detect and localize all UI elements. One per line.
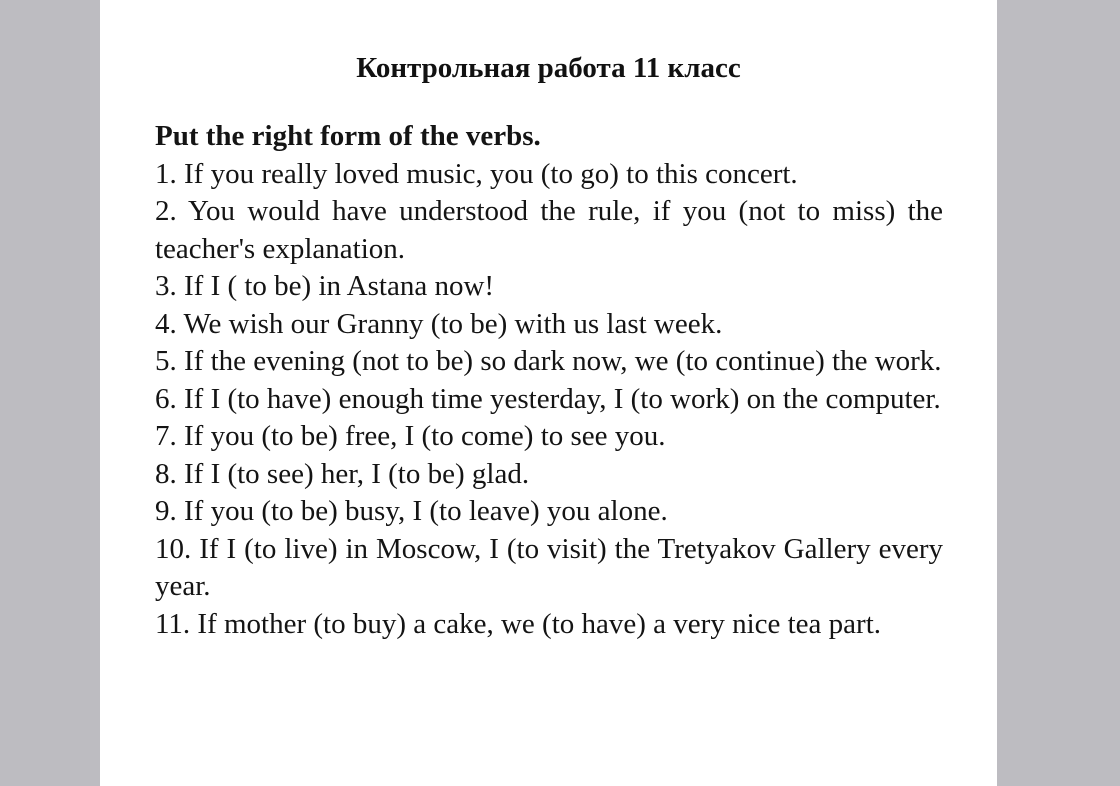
exercise-item-6: 6. If I (to have) enough time yesterday, I (to work) on the computer.: [155, 382, 941, 415]
exercise-content: [155, 118, 943, 643]
exercise-item-8: 8. If I (to see) her, I (to be) glad.: [155, 457, 530, 490]
exercise-item-9: 9. If you (to be) busy, I (to leave) you alone.: [155, 495, 668, 527]
exercise-instruction: Put the right form of the verbs.: [155, 120, 541, 152]
exercise-item-5: 5. If the evening (not to be) so dark now, we (to continue) the work.: [155, 345, 942, 377]
exercise-item-11: 11. If mother (to buy) a cake, we (to have) a very nice tea part.: [155, 607, 882, 640]
exercise-item-10: 10. If I (to live) in Moscow, I (to visit) the Tretyakov Gallery every year.: [155, 532, 943, 602]
document-title: Контрольная работа 11 класс: [356, 52, 741, 84]
document-page: [100, 0, 997, 786]
exercise-item-1: 1. If you really loved music, you (to go) to this concert.: [155, 157, 798, 190]
exercise-item-3: 3. If I ( to be) in Astana now!: [155, 270, 495, 302]
exercise-item-2: 2. You would have understood the rule, if you (not to miss) the teacher's explanation.: [155, 195, 943, 265]
exercise-item-4: 4. We wish our Granny (to be) with us last week.: [155, 307, 723, 340]
exercise-item-7: 7. If you (to be) free, I (to come) to see you.: [155, 420, 666, 452]
